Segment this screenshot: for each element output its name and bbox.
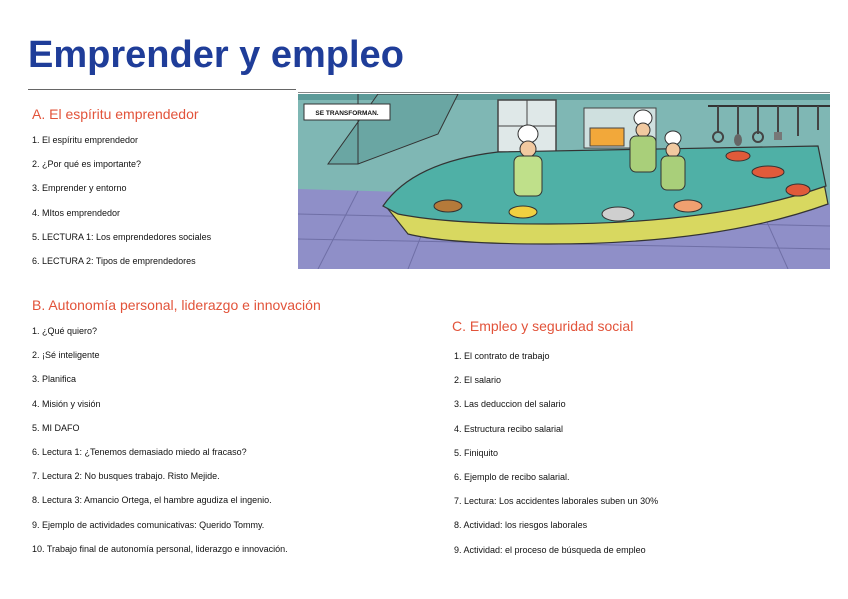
section-a-heading: A. El espíritu emprendedor <box>32 106 199 122</box>
list-item[interactable]: 4. Misión y visión <box>32 398 101 409</box>
list-item[interactable]: 1. El contrato de trabajo <box>454 351 550 361</box>
kitchen-illustration <box>298 94 830 269</box>
list-item[interactable]: 3. Las deduccion del salario <box>454 399 566 410</box>
list-item[interactable]: 6. LECTURA 2: Tipos de emprendedores <box>32 255 196 266</box>
image-top-divider <box>298 92 830 93</box>
list-item[interactable]: 7. Lectura: Los accidentes laborales suben un 30% <box>454 496 659 507</box>
list-item[interactable]: 9. Ejemplo de actividades comunicativas: Querido Tommy. <box>32 519 265 530</box>
list-item[interactable]: 8. Lectura 3: Amancio Ortega, el hambre agudiza el ingenio. <box>32 495 272 506</box>
list-item[interactable]: 3. Emprender y entorno <box>32 183 127 194</box>
list-item[interactable]: 5. LECTURA 1: Los emprendedores sociales <box>32 231 212 242</box>
section-c-heading: C. Empleo y seguridad social <box>452 318 634 334</box>
list-item[interactable]: 10. Trabajo final de autonomía personal, liderazgo e innovación. <box>32 543 288 554</box>
page-title: Emprender y empleo <box>28 34 404 76</box>
list-item[interactable]: 4. Estructura recibo salarial <box>454 423 564 434</box>
list-item[interactable]: 3. Planifica <box>32 374 77 385</box>
title-divider <box>28 89 296 90</box>
illustration-caption: SE TRANSFORMAN. <box>315 110 379 117</box>
section-c-list <box>454 350 658 568</box>
section-a-list <box>32 134 211 279</box>
section-b-heading: B. Autonomía personal, liderazgo e innovación <box>32 297 321 313</box>
list-item[interactable]: 5. Finiquito <box>454 447 499 458</box>
list-item[interactable]: 6. Ejemplo de recibo salarial. <box>454 471 570 482</box>
list-item[interactable]: 7. Lectura 2: No busques trabajo. Risto Mejide. <box>32 471 220 482</box>
list-item[interactable]: 4. MItos emprendedor <box>32 207 121 218</box>
section-b-list <box>32 325 288 567</box>
list-item[interactable]: 5. MI DAFO <box>32 422 80 433</box>
list-item[interactable]: 8. Actividad: los riesgos laborales <box>454 520 588 531</box>
list-item[interactable]: 9. Actividad: el proceso de búsqueda de empleo <box>454 544 646 555</box>
list-item[interactable]: 1. ¿Qué quiero? <box>32 326 98 336</box>
list-item[interactable]: 2. El salario <box>454 375 502 386</box>
list-item[interactable]: 2. ¿Por qué es importante? <box>32 159 142 170</box>
list-item[interactable]: 1. El espíritu emprendedor <box>32 135 139 145</box>
list-item[interactable]: 6. Lectura 1: ¿Tenemos demasiado miedo al fracaso? <box>32 446 247 457</box>
list-item[interactable]: 2. ¡Sé inteligente <box>32 350 100 361</box>
